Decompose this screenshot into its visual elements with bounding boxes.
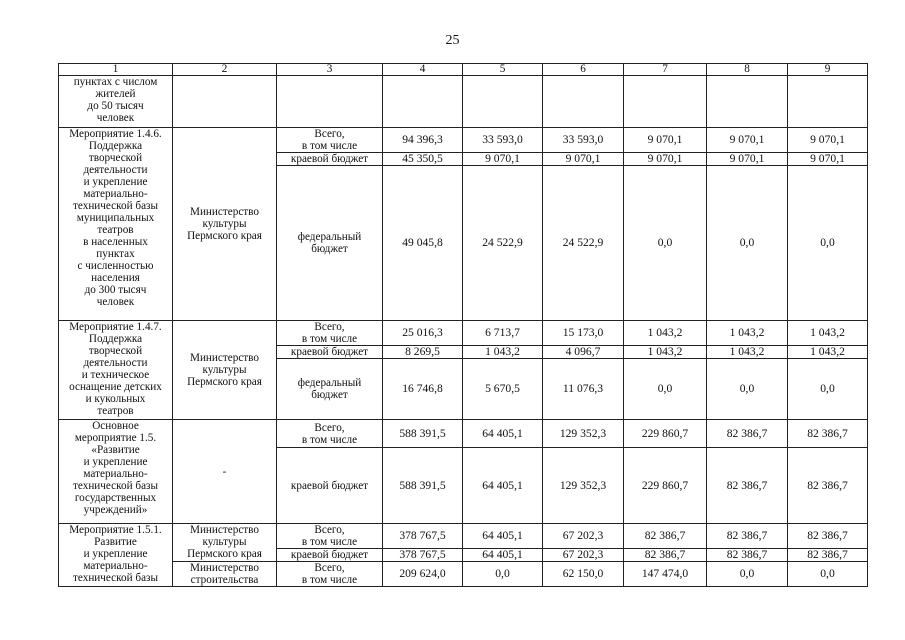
- funding-source-line: в том числе: [301, 433, 358, 446]
- amount-cell: 1 043,2: [624, 321, 707, 346]
- activity-line: театров: [97, 224, 134, 236]
- funding-source-cell: [277, 128, 383, 153]
- executor-line: Пермского края: [187, 548, 262, 560]
- amount-cell: 33 593,0: [543, 128, 624, 153]
- amount-cell: 9 070,1: [463, 153, 543, 166]
- amount-cell: 588 391,5: [383, 448, 463, 524]
- executor-line: культуры: [202, 218, 247, 230]
- empty-cell: [624, 76, 707, 128]
- funding-source-cell: [277, 549, 383, 562]
- column-number-cell: 3: [277, 64, 383, 76]
- activity-line: театров: [97, 405, 134, 417]
- amount-cell: 15 173,0: [543, 321, 624, 346]
- activity-line: государственных: [74, 492, 157, 504]
- amount-cell: 82 386,7: [788, 549, 868, 562]
- amount-cell: 0,0: [707, 166, 788, 321]
- amount-cell: 378 767,5: [383, 549, 463, 562]
- column-number-cell: 8: [707, 64, 788, 76]
- amount-cell: 82 386,7: [624, 524, 707, 549]
- funding-source-line: Всего,: [314, 421, 345, 434]
- funding-source-line: Всего,: [314, 321, 345, 333]
- column-number-cell: 2: [173, 64, 277, 76]
- funding-source-line: краевой бюджет: [290, 549, 369, 561]
- executor-line: Пермского края: [187, 376, 262, 388]
- amount-cell: 9 070,1: [624, 153, 707, 166]
- activity-line: пунктах с числом: [73, 76, 158, 88]
- amount-cell: 1 043,2: [463, 346, 543, 359]
- activity-line: Развитие: [94, 536, 137, 548]
- amount-cell: 9 070,1: [707, 128, 788, 153]
- activity-line: мероприятие 1.5.: [74, 432, 157, 444]
- funding-source-line: федеральный: [297, 231, 362, 243]
- table-row: [59, 524, 868, 549]
- amount-cell: 129 352,3: [543, 420, 624, 448]
- amount-cell: 67 202,3: [543, 549, 624, 562]
- executor-line: Министерство: [190, 352, 259, 364]
- funding-source-line: краевой бюджет: [290, 153, 369, 165]
- activity-line: с численностью: [77, 260, 154, 272]
- funding-source-line: в том числе: [301, 333, 358, 345]
- amount-cell: 6 713,7: [463, 321, 543, 346]
- activity-cell: [59, 420, 173, 524]
- amount-cell: 5 670,5: [463, 359, 543, 420]
- budget-table: [58, 63, 868, 587]
- page-number: 25: [445, 33, 460, 48]
- amount-cell: 64 405,1: [463, 549, 543, 562]
- funding-source-line: бюджет: [311, 243, 348, 255]
- amount-cell: 11 076,3: [543, 359, 624, 420]
- column-number-cell: 1: [59, 64, 173, 76]
- activity-line: «Развитие: [91, 444, 140, 456]
- amount-cell: 16 746,8: [383, 359, 463, 420]
- activity-line: материально-: [83, 468, 148, 480]
- empty-cell: [463, 76, 543, 128]
- activity-cell: [59, 321, 173, 420]
- activity-line: до 50 тысяч: [87, 100, 144, 112]
- amount-cell: 0,0: [707, 359, 788, 420]
- activity-line: деятельности: [83, 357, 148, 369]
- funding-source-cell: [277, 166, 383, 321]
- empty-cell: [788, 76, 868, 128]
- executor-cell: [173, 524, 277, 562]
- amount-cell: 9 070,1: [543, 153, 624, 166]
- executor-line: Пермского края: [187, 230, 262, 242]
- column-number-cell: 7: [624, 64, 707, 76]
- executor-line: культуры: [202, 536, 247, 548]
- amount-cell: 9 070,1: [788, 153, 868, 166]
- funding-source-cell: [277, 346, 383, 359]
- amount-cell: 82 386,7: [788, 524, 868, 549]
- amount-cell: 378 767,5: [383, 524, 463, 549]
- table-row: [59, 321, 868, 346]
- activity-line: в населенных: [83, 236, 148, 248]
- activity-line: оснащение детских: [69, 381, 162, 393]
- amount-cell: 64 405,1: [463, 524, 543, 549]
- funding-source-line: в том числе: [301, 536, 358, 548]
- amount-cell: 82 386,7: [788, 420, 868, 448]
- funding-source-cell: [277, 359, 383, 420]
- amount-cell: 64 405,1: [463, 420, 543, 448]
- amount-cell: 1 043,2: [707, 346, 788, 359]
- activity-line: пунктах: [96, 248, 135, 260]
- amount-cell: 0,0: [788, 562, 868, 587]
- activity-line: и укрепление: [83, 456, 148, 468]
- column-number-cell: 9: [788, 64, 868, 76]
- empty-cell: [277, 76, 383, 128]
- amount-cell: 82 386,7: [707, 549, 788, 562]
- activity-line: Поддержка: [88, 140, 143, 152]
- funding-source-cell: [277, 321, 383, 346]
- amount-cell: 0,0: [463, 562, 543, 587]
- column-number-cell: 4: [383, 64, 463, 76]
- activity-line: творческой: [88, 152, 143, 164]
- activity-line: Поддержка: [88, 333, 143, 345]
- executor-line: Министерство: [190, 206, 259, 218]
- amount-cell: 1 043,2: [788, 321, 868, 346]
- activity-line: технической базы: [73, 200, 158, 212]
- amount-cell: 0,0: [788, 359, 868, 420]
- amount-cell: 4 096,7: [543, 346, 624, 359]
- amount-cell: 25 016,3: [383, 321, 463, 346]
- funding-source-cell: [277, 420, 383, 448]
- activity-line: и укрепление: [83, 176, 148, 188]
- amount-cell: 24 522,9: [463, 166, 543, 321]
- amount-cell: 229 860,7: [624, 448, 707, 524]
- amount-cell: 129 352,3: [543, 448, 624, 524]
- amount-cell: 24 522,9: [543, 166, 624, 321]
- executor-line: строительства: [190, 574, 259, 586]
- activity-line: Основное: [92, 420, 139, 432]
- activity-line: технической базы: [73, 480, 158, 492]
- column-number-row: [59, 64, 868, 76]
- amount-cell: 588 391,5: [383, 420, 463, 448]
- table-row: [59, 562, 868, 587]
- amount-cell: 82 386,7: [788, 448, 868, 524]
- executor-cell: [173, 420, 277, 524]
- column-number-cell: 6: [543, 64, 624, 76]
- funding-source-line: Всего,: [314, 128, 345, 140]
- activity-cell: [59, 524, 173, 587]
- amount-cell: 33 593,0: [463, 128, 543, 153]
- funding-source-line: Всего,: [314, 562, 345, 574]
- activity-line: до 300 тысяч: [84, 284, 147, 296]
- executor-cell: [173, 562, 277, 587]
- amount-cell: 0,0: [788, 166, 868, 321]
- table-row: [59, 76, 868, 128]
- amount-cell: 147 474,0: [624, 562, 707, 587]
- amount-cell: 82 386,7: [707, 524, 788, 549]
- amount-cell: 9 070,1: [624, 128, 707, 153]
- activity-line: человек: [96, 112, 135, 124]
- column-number-cell: 5: [463, 64, 543, 76]
- activity-line: человек: [96, 296, 135, 308]
- funding-source-cell: [277, 562, 383, 587]
- amount-cell: 64 405,1: [463, 448, 543, 524]
- table-row: [59, 128, 868, 153]
- executor-cell: [173, 321, 277, 420]
- empty-cell: [383, 76, 463, 128]
- activity-line: учреждений»: [83, 504, 148, 516]
- funding-source-cell: [277, 524, 383, 549]
- amount-cell: 62 150,0: [543, 562, 624, 587]
- amount-cell: 0,0: [624, 359, 707, 420]
- amount-cell: 94 396,3: [383, 128, 463, 153]
- table-row: [59, 420, 868, 448]
- amount-cell: 45 350,5: [383, 153, 463, 166]
- activity-line: жителей: [95, 88, 136, 100]
- activity-line: материально-: [83, 188, 148, 200]
- empty-cell: [707, 76, 788, 128]
- empty-cell: [173, 76, 277, 128]
- amount-cell: 1 043,2: [624, 346, 707, 359]
- funding-source-line: в том числе: [301, 140, 358, 152]
- amount-cell: 209 624,0: [383, 562, 463, 587]
- executor-line: Министерство: [190, 524, 259, 536]
- activity-line: технической базы: [73, 572, 158, 584]
- empty-cell: [543, 76, 624, 128]
- amount-cell: 82 386,7: [707, 420, 788, 448]
- activity-line: материально-: [83, 560, 148, 572]
- activity-line: и техническое: [81, 369, 150, 381]
- amount-cell: 49 045,8: [383, 166, 463, 321]
- activity-cell: [59, 128, 173, 321]
- amount-cell: 67 202,3: [543, 524, 624, 549]
- activity-cell: [59, 76, 173, 128]
- amount-cell: 0,0: [707, 562, 788, 587]
- amount-cell: 1 043,2: [707, 321, 788, 346]
- amount-cell: 0,0: [624, 166, 707, 321]
- executor-line: -: [222, 465, 227, 478]
- funding-source-cell: [277, 153, 383, 166]
- activity-line: Мероприятие 1.4.7.: [69, 321, 162, 333]
- amount-cell: 82 386,7: [707, 448, 788, 524]
- funding-source-line: краевой бюджет: [290, 346, 369, 358]
- funding-source-cell: [277, 448, 383, 524]
- activity-line: Мероприятие 1.5.1.: [69, 524, 162, 536]
- executor-line: Министерство: [190, 562, 259, 574]
- amount-cell: 9 070,1: [788, 128, 868, 153]
- activity-line: Мероприятие 1.4.6.: [69, 128, 162, 140]
- executor-line: культуры: [202, 364, 247, 376]
- funding-source-line: краевой бюджет: [290, 479, 369, 492]
- executor-cell: [173, 128, 277, 321]
- amount-cell: 229 860,7: [624, 420, 707, 448]
- activity-line: и кукольных: [85, 393, 146, 405]
- activity-line: творческой: [88, 345, 143, 357]
- amount-cell: 9 070,1: [707, 153, 788, 166]
- funding-source-line: бюджет: [311, 389, 348, 401]
- activity-line: населения: [91, 272, 140, 284]
- activity-line: муниципальных: [76, 212, 155, 224]
- amount-cell: 1 043,2: [788, 346, 868, 359]
- funding-source-line: Всего,: [314, 524, 345, 536]
- funding-source-line: в том числе: [301, 574, 358, 586]
- activity-line: деятельности: [83, 164, 148, 176]
- funding-source-line: федеральный: [297, 377, 362, 389]
- amount-cell: 82 386,7: [624, 549, 707, 562]
- amount-cell: 8 269,5: [383, 346, 463, 359]
- activity-line: и укрепление: [83, 548, 148, 560]
